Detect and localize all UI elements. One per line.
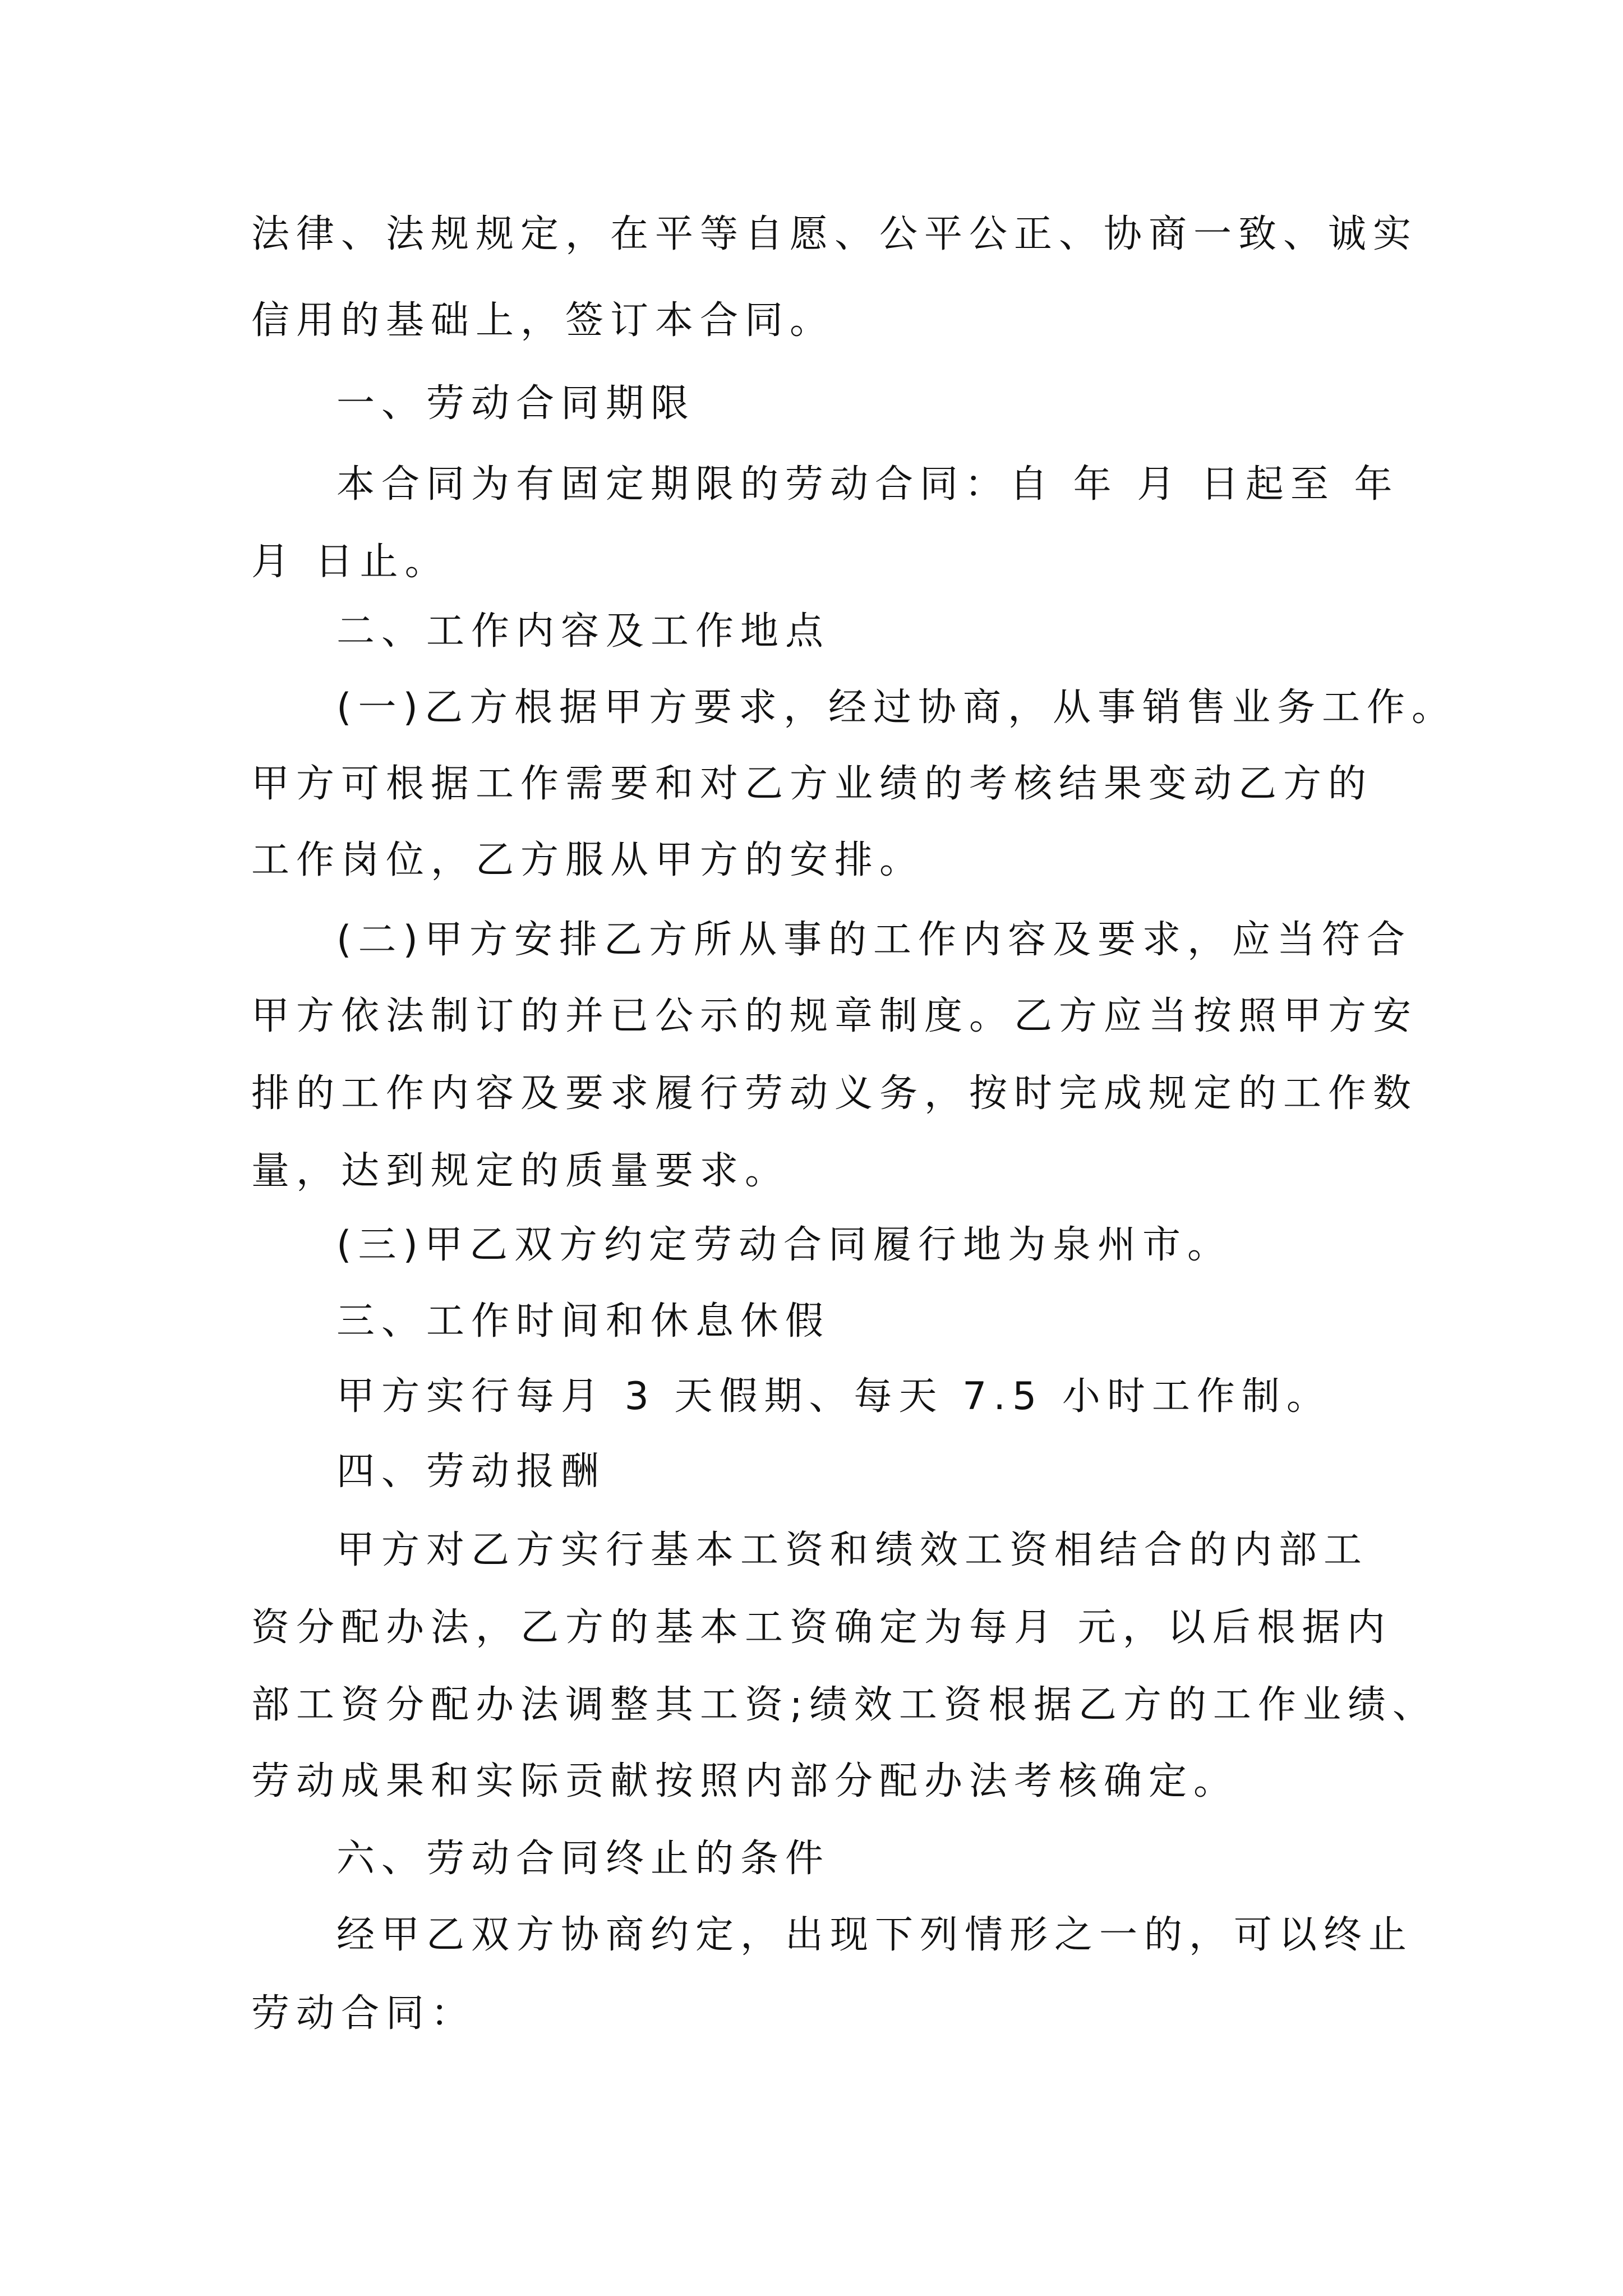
text-line: 经甲乙双方协商约定，出现下列情形之一的，可以终止	[336, 1913, 1414, 1957]
section-heading: 二、工作内容及工作地点	[336, 609, 831, 654]
text-line: 甲方对乙方实行基本工资和绩效工资相结合的内部工	[336, 1528, 1369, 1572]
section-heading: 一、劳动合同期限	[336, 381, 696, 426]
text-line: (三)甲乙双方约定劳动合同履行地为泉州市。	[336, 1223, 1233, 1267]
text-line: 月 日止。	[251, 540, 450, 584]
text-line: 排的工作内容及要求履行劳动义务，按时完成规定的工作数	[251, 1071, 1418, 1116]
text-line: 信用的基础上，签订本合同。	[251, 298, 835, 343]
text-line: 量，达到规定的质量要求。	[251, 1149, 790, 1193]
text-line: 资分配办法，乙方的基本工资确定为每月 元，以后根据内	[251, 1605, 1392, 1650]
section-heading: 六、劳动合同终止的条件	[336, 1837, 831, 1881]
text-line: 劳动成果和实际贡献按照内部分配办法考核确定。	[251, 1759, 1239, 1803]
text-line: 甲方实行每月 3 天假期、每天 7.5 小时工作制。	[336, 1374, 1331, 1419]
text-line: 部工资分配办法调整其工资;绩效工资根据乙方的工作业绩、	[251, 1683, 1437, 1727]
text-line: (一)乙方根据甲方要求，经过协商，从事销售业务工作。	[336, 685, 1457, 730]
text-line: 法律、法规规定，在平等自愿、公平公正、协商一致、诚实	[251, 212, 1418, 256]
text-line: 甲方依法制订的并已公示的规章制度。乙方应当按照甲方安	[251, 994, 1418, 1038]
text-line: 本合同为有固定期限的劳动合同：自 年 月 日起至 年	[336, 462, 1399, 507]
text-line: (二)甲方安排乙方所从事的工作内容及要求，应当符合	[336, 918, 1412, 962]
section-heading: 四、劳动报酬	[336, 1450, 606, 1494]
text-line: 工作岗位，乙方服从甲方的安排。	[251, 838, 925, 882]
text-line: 甲方可根据工作需要和对乙方业绩的考核结果变动乙方的	[251, 762, 1373, 806]
section-heading: 三、工作时间和休息休假	[336, 1299, 831, 1343]
text-line: 劳动合同：	[251, 1991, 476, 2036]
